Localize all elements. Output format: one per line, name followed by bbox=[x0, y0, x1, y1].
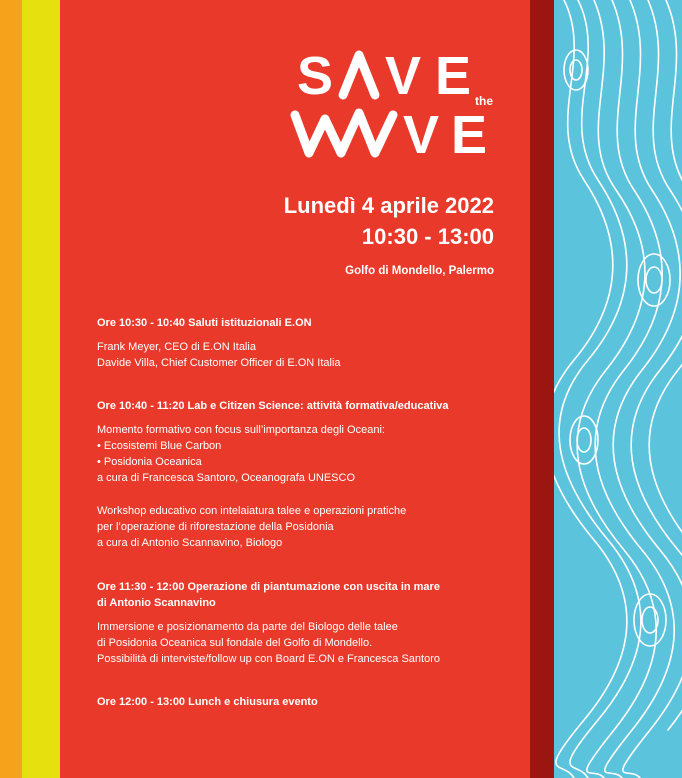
logo-letter-e-top: E bbox=[435, 46, 472, 106]
agenda-section-lunch bbox=[97, 694, 517, 710]
yellow-stripe bbox=[22, 0, 60, 778]
agenda-section-lab bbox=[97, 398, 517, 551]
section-body bbox=[97, 339, 517, 371]
body-line: Possibilità di interviste/follow up con Board E.ON e Francesca Santoro bbox=[97, 653, 440, 665]
logo-letter-v-bottom: V bbox=[403, 105, 440, 165]
wave-pattern-illustration bbox=[554, 0, 682, 778]
section-title: Ore 12:00 - 13:00 Lunch e chiusura evento bbox=[97, 696, 318, 708]
section-title bbox=[97, 579, 517, 611]
body-line: Momento formativo con focus sull’importanza degli Oceani: bbox=[97, 424, 385, 436]
body-line: Immersione e posizionamento da parte del Biologo delle talee bbox=[97, 621, 398, 633]
section-body-workshop bbox=[97, 503, 517, 551]
event-time: 10:30 - 13:00 bbox=[361, 224, 494, 249]
logo-letter-s: S bbox=[297, 46, 334, 106]
section-title: Ore 10:30 - 10:40 Saluti istituzionali E.ON bbox=[97, 317, 312, 329]
wave-pattern-panel bbox=[554, 0, 682, 778]
title-line: Ore 11:30 - 12:00 Operazione di piantumazione con uscita in mare bbox=[97, 581, 440, 593]
logo-letter-v-top: V bbox=[385, 46, 422, 106]
title-line: di Antonio Scannavino bbox=[97, 597, 216, 609]
body-line: di Posidonia Oceanica sul fondale del Golfo di Mondello. bbox=[97, 637, 373, 649]
agenda-section-welcome bbox=[97, 315, 517, 371]
section-body bbox=[97, 619, 517, 667]
event-location: Golfo di Mondello, Palermo bbox=[345, 265, 494, 277]
section-title: Ore 10:40 - 11:20 Lab e Citizen Science: attività formativa/educativa bbox=[97, 400, 449, 412]
body-line: per l’operazione di riforestazione della Posidonia bbox=[97, 521, 334, 533]
body-line: Workshop educativo con intelaiatura talee e operazioni pratiche bbox=[97, 505, 407, 517]
body-line: Frank Meyer, CEO di E.ON Italia bbox=[97, 341, 256, 353]
logo-letter-e-bottom: E bbox=[451, 105, 488, 165]
body-line: • Ecosistemi Blue Carbon bbox=[97, 440, 222, 452]
event-date: Lunedì 4 aprile 2022 bbox=[283, 193, 494, 218]
body-line: a cura di Francesca Santoro, Oceanografa UNESCO bbox=[97, 472, 356, 484]
orange-edge-band bbox=[0, 0, 22, 778]
body-line: a cura di Antonio Scannavino, Biologo bbox=[97, 537, 283, 549]
section-body bbox=[97, 422, 517, 486]
agenda bbox=[97, 315, 517, 710]
agenda-section-planting bbox=[97, 579, 517, 667]
logo-the: the bbox=[475, 94, 493, 108]
body-line: Davide Villa, Chief Customer Officer di E.ON Italia bbox=[97, 357, 341, 369]
dark-red-band bbox=[530, 0, 554, 778]
body-line: • Posidonia Oceanica bbox=[97, 456, 202, 468]
save-the-wave-logo bbox=[285, 45, 505, 165]
